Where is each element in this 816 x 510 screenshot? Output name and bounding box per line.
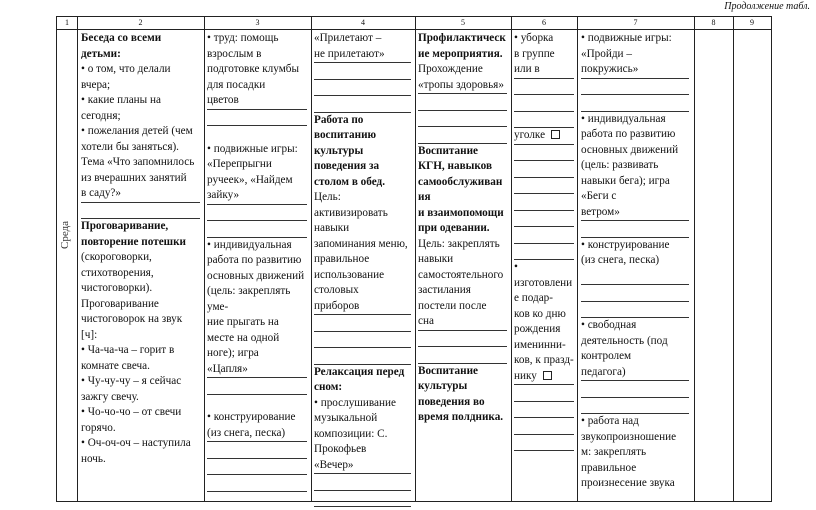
text-line xyxy=(314,63,411,80)
text-line: сегодня; xyxy=(81,109,121,122)
text-line xyxy=(207,442,307,459)
text-line: комнате свеча. xyxy=(81,359,150,372)
text-line: ков ко дню xyxy=(514,307,566,320)
text-line: м: закреплять xyxy=(581,446,647,458)
text-line xyxy=(514,145,574,162)
text-line: композиции: С. xyxy=(314,427,388,440)
text-line xyxy=(514,194,574,211)
text-line: • подвижные игры: xyxy=(581,32,672,44)
text-line xyxy=(314,80,411,97)
text-line: • работа над xyxy=(581,415,639,427)
text-line: • xyxy=(514,261,518,273)
text-line: е подар- xyxy=(514,292,553,304)
text-line xyxy=(514,418,574,435)
text-line: хотели бы заняться). xyxy=(81,140,179,153)
text-line: навыки xyxy=(418,253,454,265)
column-divider xyxy=(311,17,312,501)
text-line: нику xyxy=(514,369,574,386)
text-line xyxy=(207,378,307,395)
text-line: ков, к празд- xyxy=(514,354,574,366)
text-line: • конструирование xyxy=(207,411,296,423)
text-line: изготовлени xyxy=(514,276,573,289)
column-divider xyxy=(733,17,734,501)
text-line: самостоятельного xyxy=(418,268,504,281)
text-line: «Прилетают – xyxy=(314,32,382,44)
header-number: 7 xyxy=(633,18,638,27)
text-line xyxy=(514,79,574,96)
text-line: навыки xyxy=(314,222,350,234)
text-line: музыкальной xyxy=(314,412,378,424)
text-line xyxy=(207,475,307,492)
text-line xyxy=(207,205,307,222)
text-line: ние прыгать на xyxy=(207,316,279,328)
text-line: Цель: закреплять xyxy=(418,237,500,250)
text-line xyxy=(207,221,307,238)
text-line xyxy=(581,221,689,238)
text-line xyxy=(418,347,507,364)
text-line: культуры xyxy=(418,380,468,392)
text-line: ие мероприятия. xyxy=(418,47,503,60)
text-line xyxy=(514,227,574,244)
text-line: • Чу-чу-чу – я сейчас xyxy=(81,375,182,387)
text-line: «Вечер» xyxy=(314,458,411,475)
text-line: уголке xyxy=(514,128,574,145)
text-line xyxy=(418,331,507,348)
text-line xyxy=(514,435,574,452)
text-line: • индивидуальная xyxy=(207,238,292,251)
text-line xyxy=(314,332,411,349)
text-line xyxy=(514,402,574,419)
text-line: использование xyxy=(314,268,385,281)
text-line: запоминания меню, xyxy=(314,237,408,250)
text-line xyxy=(514,161,574,178)
checkbox-icon xyxy=(551,130,560,139)
text-line xyxy=(514,211,574,228)
text-line: • подвижные игры: xyxy=(207,142,298,155)
text-line xyxy=(418,111,507,128)
text-line: самообслуживан xyxy=(418,175,503,188)
text-line xyxy=(581,269,689,286)
text-line: • уборка xyxy=(514,32,554,44)
continuation-caption: Продолжение табл. xyxy=(724,1,810,12)
text-line: • конструирование xyxy=(581,238,670,251)
text-line: сном: xyxy=(314,381,343,393)
text-line: воспитанию xyxy=(314,129,377,141)
text-line: активизировать xyxy=(314,206,388,219)
text-line: покружись» xyxy=(581,62,689,79)
column-evening-walk xyxy=(581,31,689,492)
text-line xyxy=(514,112,574,129)
column-conversation xyxy=(81,31,200,467)
header-number: 8 xyxy=(711,18,716,27)
text-line: поведения за xyxy=(314,160,380,172)
text-line: Прохождение xyxy=(418,63,483,75)
text-line: Тема «Что запомнилось xyxy=(81,156,195,168)
text-line: Релаксация перед xyxy=(314,365,405,378)
text-line xyxy=(207,395,307,411)
text-line: (скороговорки, xyxy=(81,251,152,263)
text-line xyxy=(581,285,689,302)
text-line xyxy=(581,302,689,319)
text-line: ночь. xyxy=(81,452,106,465)
text-line: постели после xyxy=(418,299,487,312)
text-line xyxy=(207,110,307,127)
header-number: 6 xyxy=(542,18,546,27)
header-number: 5 xyxy=(461,18,465,27)
text-line: • пожелания детей (чем xyxy=(81,125,193,137)
text-line: • Оч-оч-оч – наступила xyxy=(81,437,191,449)
checkbox-icon xyxy=(543,371,552,380)
text-line: основных движений xyxy=(207,269,305,282)
text-line: Прокофьев xyxy=(314,443,367,455)
text-line xyxy=(207,459,307,476)
column-labor xyxy=(514,31,574,451)
text-line xyxy=(514,95,574,112)
text-line: • прослушивание xyxy=(314,396,396,409)
text-line: • индивидуальная xyxy=(581,112,666,125)
schedule-table xyxy=(56,16,772,502)
text-line: именинни- xyxy=(514,338,566,351)
column-divider xyxy=(511,17,512,501)
text-line: поведения во xyxy=(418,395,485,408)
column-divider xyxy=(204,17,205,501)
text-line: вчера; xyxy=(81,78,111,91)
text-line: при одевании. xyxy=(418,222,490,234)
header-row xyxy=(57,17,771,30)
text-line: уме- xyxy=(207,300,229,313)
text-line xyxy=(418,127,507,144)
text-line: «Беги с xyxy=(581,190,617,202)
text-line: основных движений xyxy=(581,143,679,156)
text-line: Воспитание xyxy=(418,364,478,377)
text-line: приборов xyxy=(314,299,411,316)
text-line: ветром» xyxy=(581,205,689,222)
text-line: или в xyxy=(514,62,574,79)
text-line: месте на одной xyxy=(207,331,280,344)
text-line: Беседа со всеми xyxy=(81,32,162,44)
column-behavior-culture xyxy=(314,31,411,507)
text-line: рождения xyxy=(514,323,561,335)
text-line: ручеек», «Найдем xyxy=(207,173,293,186)
text-line: (из снега, песка) xyxy=(207,426,307,443)
text-line xyxy=(418,94,507,111)
text-line: педагога) xyxy=(581,365,689,382)
text-line: деятельность (под xyxy=(581,334,668,347)
text-line xyxy=(314,96,411,113)
text-line: • свободная xyxy=(581,319,637,331)
text-line: «Цапля» xyxy=(207,362,307,379)
text-line: • о том, что делали xyxy=(81,63,171,75)
text-line: стихотворения, xyxy=(81,266,154,279)
text-line xyxy=(207,126,307,142)
text-line: в группе xyxy=(514,47,555,60)
text-line xyxy=(314,491,411,508)
text-line xyxy=(514,244,574,261)
column-divider xyxy=(415,17,416,501)
text-line xyxy=(581,79,689,96)
text-line: взрослым в xyxy=(207,47,262,60)
text-line: детьми: xyxy=(81,47,121,60)
text-line: навыки бега); игра xyxy=(581,174,670,187)
text-line: правильное xyxy=(581,461,637,474)
column-health-measures xyxy=(418,31,507,426)
text-line xyxy=(514,385,574,402)
text-line: повторение потешки xyxy=(81,235,186,248)
text-line xyxy=(514,178,574,195)
text-line: Профилактическ xyxy=(418,32,506,44)
text-line: • труд: помощь xyxy=(207,32,279,44)
text-line: горячо. xyxy=(81,421,116,434)
column-divider xyxy=(577,17,578,501)
text-line: «Пройди – xyxy=(581,47,632,60)
day-label: Среда xyxy=(59,220,71,249)
text-line: для посадки xyxy=(207,78,266,91)
text-line: чистоговорки). xyxy=(81,282,153,294)
text-line: столом в обед. xyxy=(314,175,385,188)
text-line: (цель: развивать xyxy=(581,159,659,171)
header-number: 4 xyxy=(361,18,365,27)
text-line: столовых xyxy=(314,284,359,296)
text-line: зайку» xyxy=(207,188,307,205)
header-number: 9 xyxy=(750,18,754,27)
text-line: • какие планы на xyxy=(81,94,161,106)
text-line: произнесение звука xyxy=(581,477,675,489)
text-line xyxy=(581,398,689,415)
text-line: звукопроизношение xyxy=(581,430,677,443)
text-line: контролем xyxy=(581,350,632,362)
text-line: Цель: xyxy=(314,191,341,203)
text-line: (из снега, песка) xyxy=(581,254,660,266)
text-line: «Перепрыгни xyxy=(207,158,272,170)
text-line: Проговаривание, xyxy=(81,220,169,232)
text-line: КГН, навыков xyxy=(418,160,492,172)
text-line xyxy=(581,381,689,398)
text-line: Работа по xyxy=(314,113,364,126)
text-line: культуры xyxy=(314,144,364,157)
text-line xyxy=(81,203,200,220)
text-line: работа по развитию xyxy=(207,254,302,266)
text-line: [ч]: xyxy=(81,328,98,341)
text-line: ия xyxy=(418,191,431,203)
text-line: цветов xyxy=(207,93,307,110)
text-line xyxy=(314,348,411,365)
text-line xyxy=(314,474,411,491)
text-line: «тропы здоровья» xyxy=(418,78,507,95)
text-line: чистоговорок на звук xyxy=(81,313,183,325)
text-line: в саду?» xyxy=(81,186,200,203)
text-line: • Ча-ча-ча – горит в xyxy=(81,344,175,356)
text-line: • Чо-чо-чо – от свечи xyxy=(81,406,182,418)
text-line: застилания xyxy=(418,284,471,296)
text-line: из вчерашних занятий xyxy=(81,171,187,184)
text-line: правильное xyxy=(314,253,370,265)
header-number: 1 xyxy=(65,18,69,27)
text-line: подготовке клумбы xyxy=(207,63,299,75)
text-line xyxy=(314,315,411,332)
text-line: не прилетают» xyxy=(314,47,411,64)
text-line: время полдника. xyxy=(418,411,504,423)
text-line: работа по развитию xyxy=(581,128,676,140)
text-line: Проговаривание xyxy=(81,297,159,310)
text-line: сна xyxy=(418,314,507,331)
text-line: и взаимопомощи xyxy=(418,206,504,219)
header-number: 3 xyxy=(255,18,260,27)
text-line xyxy=(581,95,689,112)
header-number: 2 xyxy=(138,18,143,27)
column-divider xyxy=(694,17,695,501)
column-walk-activities xyxy=(207,31,307,492)
text-line: (цель: закреплять xyxy=(207,285,291,297)
text-line: Воспитание xyxy=(418,144,478,157)
column-divider xyxy=(77,17,78,501)
text-line: зажгу свечу. xyxy=(81,390,139,403)
text-line: ноге); игра xyxy=(207,347,259,359)
